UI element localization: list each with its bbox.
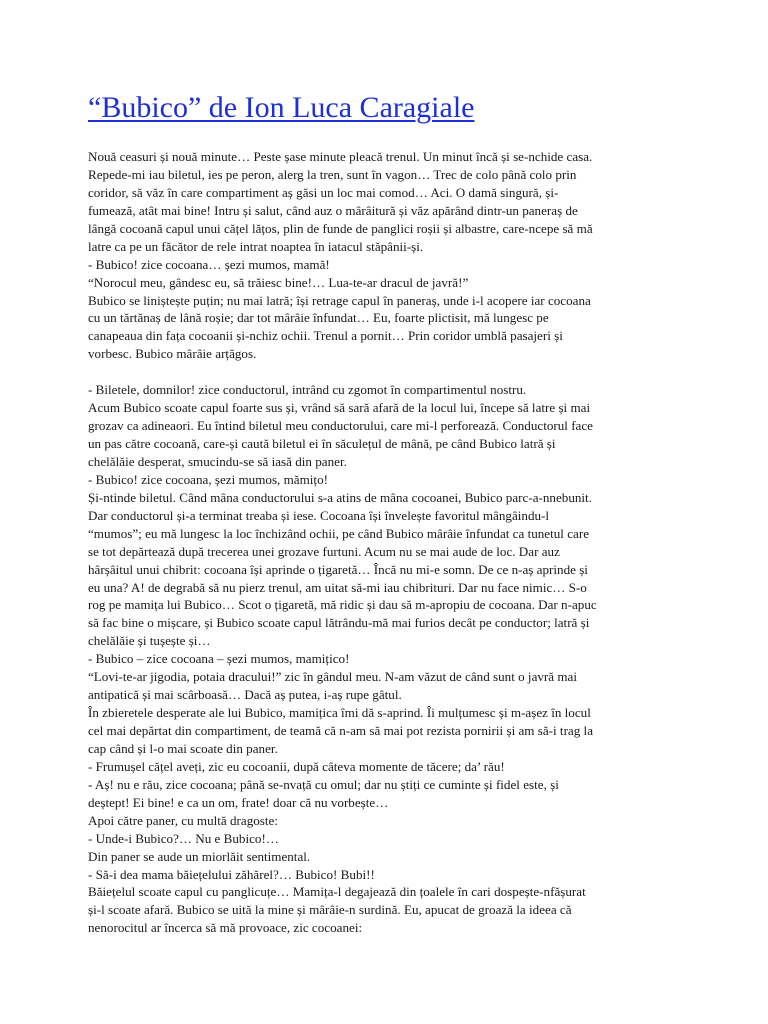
text-line: nenorocitul ar încerca să mă provoace, zic cocoanei: <box>88 920 363 936</box>
text-line: rog pe mamița lui Bubico… Scot o țigaretă, mă ridic și dau să m-apropiu de cocoana. Dar n-apuc <box>88 597 597 613</box>
text-line: - Bubico – zice cocoana – șezi mumos, mamițico! <box>88 651 350 667</box>
text-line: - Bubico! zice cocoana… șezi mumos, mamă! <box>88 256 330 272</box>
text-line: Din paner se aude un miorlăit sentimental. <box>88 848 311 864</box>
document-title <box>88 88 688 128</box>
text-line: Dar conductorul și-a terminat treaba și iese. Cocoana își învelește favoritul mângâindu-l <box>88 507 550 523</box>
text-line: - Frumușel cățel aveți, zic eu cocoanii, după câteva momente de tăcere; da’ rău! <box>88 758 505 774</box>
text-line: “Norocul meu, gândesc eu, să trăiesc bine!… Lua-te-ar dracul de javră!” <box>88 274 469 290</box>
text-line: - Aș! nu e rău, zice cocoana; până se-nvață cu omul; dar nu știți ce cuminte și fidel este, și <box>88 776 559 792</box>
text-line: și-l scoate afară. Bubico se uită la mine și mârâie-n surdină. Eu, apucat de groază la ideea că <box>88 902 572 918</box>
text-line: vorbesc. Bubico mârâie arțăgos. <box>88 346 257 362</box>
text-line: să fac bine o mișcare, și Bubico scoate capul lătrându-mă mai furios decât pe conductor; latră și <box>88 615 590 631</box>
text-line: grozav ca adineaori. Eu întind biletul meu conductorului, care mi-l perforează. Conductorul face <box>88 418 593 434</box>
text-line: - Biletele, domnilor! zice conductorul, intrând cu zgomot în compartimentul nostru. <box>88 382 527 398</box>
text-line: chelălăie desperat, smucindu-se să iasă din paner. <box>88 453 347 469</box>
text-line: Repede-mi iau biletul, ies pe peron, alerg la tren, sunt în vagon… Trec de colo până colo prin <box>88 166 577 182</box>
text-line: “Lovi-te-ar jigodia, potaia dracului!” zic în gândul meu. N-am văzut de când sunt o javră mai <box>88 669 578 685</box>
text-line: Apoi către paner, cu multă dragoste: <box>88 812 278 828</box>
text-line: deștept! Ei bine! e ca un om, frate! doar că nu vorbește… <box>88 794 389 810</box>
text-line: hârșâitul unui chibrit: cocoana își aprinde o țigaretă… Încă nu mi-e somn. De ce n-aș aprinde și <box>88 561 588 577</box>
text-line: lângă cocoană capul unui cățel lățos, plin de funde de panglici roșii și albastre, care-ncepe să mă <box>88 220 593 236</box>
document-body <box>88 148 688 937</box>
text-line: latre ca pe un făcător de rele intrat noaptea în iatacul stăpânii-și. <box>88 238 424 254</box>
text-line: Băiețelul scoate capul cu panglicuțe… Mamița-l degajează din țoalele în cari dospește-nfășurat <box>88 884 586 900</box>
text-line: coridor, să văz în care compartiment aș găsi un loc mai comod… Aci. O damă singură, și- <box>88 184 559 200</box>
text-line: - Bubico! zice cocoana, șezi mumos, mămițo! <box>88 471 328 487</box>
text-line: chelălăie și tușește și… <box>88 633 211 649</box>
text-line: un pas către cocoană, care-și caută biletul ei în săculețul de mână, pe când Bubico latră și <box>88 436 556 451</box>
document-page <box>88 88 688 937</box>
text-line: Bubico se liniștește puțin; nu mai latră; își retrage capul în paneraș, unde i-l acopere iar cocoana <box>88 292 591 308</box>
text-line: eu una? A! de degrabă să nu pierz trenul, am uitat să-mi iau chibrituri. Dar nu face nimic… S-o <box>88 579 587 595</box>
text-line: Acum Bubico scoate capul foarte sus și, vrând să sară afară de la locul lui, începe să latre și mai <box>88 400 591 416</box>
paragraph-1 <box>88 148 688 363</box>
paragraph-2 <box>88 381 688 937</box>
text-line: fumează, atât mai bine! Intru și salut, când auz o mârâitură și văz apărând dintr-un paneraș de <box>88 202 578 218</box>
paragraph-gap <box>88 363 688 381</box>
text-line: Nouă ceasuri și nouă minute… Peste șase minute pleacă trenul. Un minut încă și se-nchide casa. <box>88 149 593 164</box>
text-line: antipatică și mai scârboasă… Dacă aș putea, i-aș rupe gâtul. <box>88 687 402 703</box>
title-link[interactable]: “Bubico” de Ion Luca Caragiale <box>88 91 475 124</box>
text-line: cu un tărtănaș de lână roșie; dar tot mârâie înfundat… Eu, foarte plictisit, mă lungesc pe <box>88 310 549 326</box>
text-line: se tot depărtează după trecerea unei grozave furtuni. Acum nu se mai aude de loc. Dar auz <box>88 543 560 559</box>
text-line: - Unde-i Bubico?… Nu e Bubico!… <box>88 830 279 846</box>
text-line: În zbieretele desperate ale lui Bubico, mamițica îmi dă s-aprind. Îi mulțumesc și m-așez în locul <box>88 705 591 721</box>
text-line: - Să-i dea mama băiețelului zăhărel?… Bubico! Bubi!! <box>88 866 375 882</box>
text-line: cel mai depărtat din compartiment, de teamă că n-am să mai pot rezista pornirii și am să-i trag la <box>88 723 594 738</box>
text-line: Și-ntinde biletul. Când mâna conductorului s-a atins de mâna cocoanei, Bubico parc-a-nnebunit. <box>88 489 592 505</box>
text-line: cap când și l-o mai scoate din paner. <box>88 740 278 756</box>
text-line: canapeaua din fața cocoanii și-nchiz ochii. Trenul a pornit… Prin coridor umblă pasajeri și <box>88 328 563 344</box>
text-line: “mumos”; eu mă lungesc la loc închizând ochii, pe când Bubico mârâie înfundat ca tunetul care <box>88 525 590 541</box>
